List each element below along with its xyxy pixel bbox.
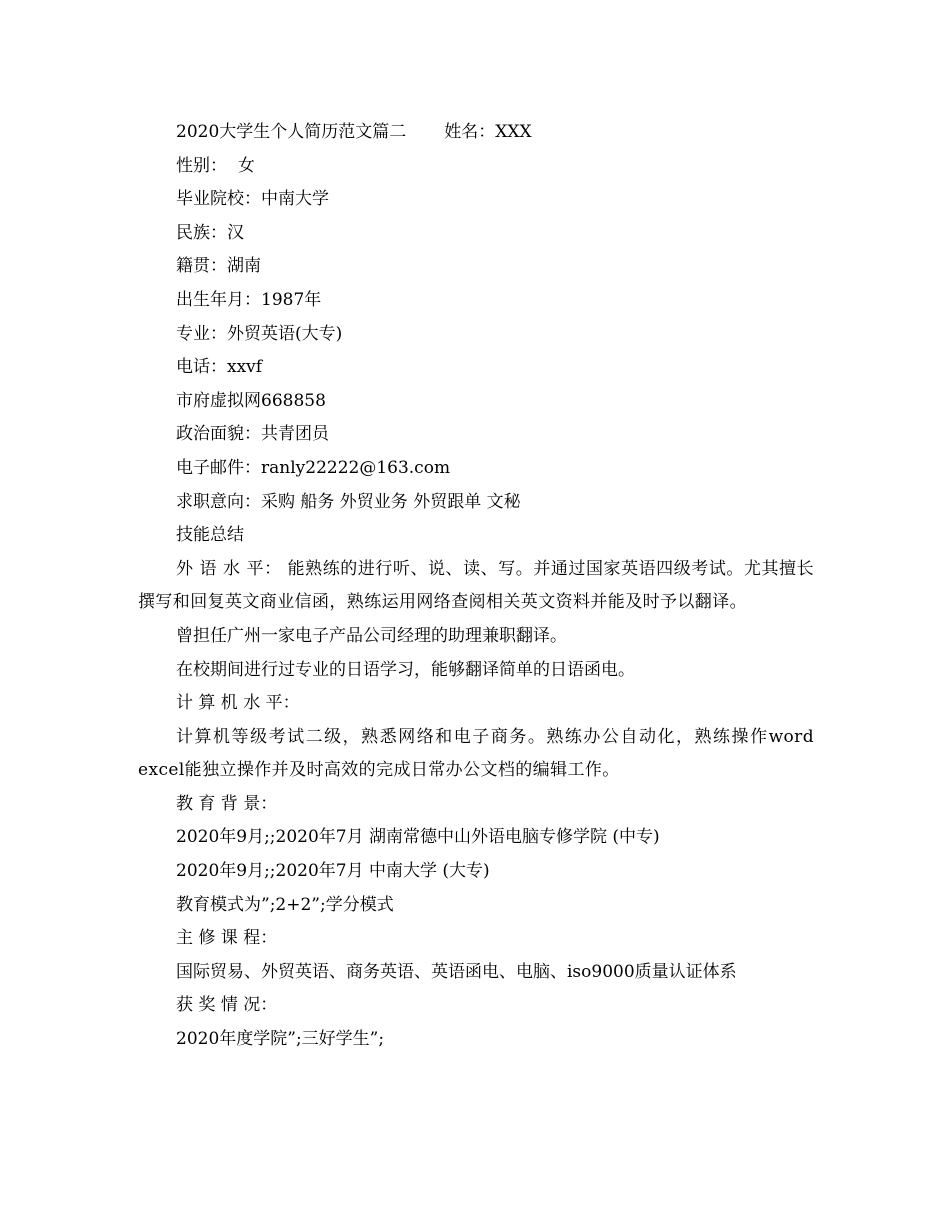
experience-line-1: 曾担任广州一家电子产品公司经理的助理兼职翻译。 [176, 625, 567, 646]
awards-heading: 获 奖 情 况： [176, 995, 278, 1016]
resume-title: 2020大学生个人简历范文篇二 [176, 122, 407, 142]
award-entry-1: 2020年度学院”;三好学生”; [176, 1029, 385, 1050]
education-mode: 教育模式为”;2+2”;学分模式 [176, 894, 394, 915]
phone-field: 电话：xxvf [176, 357, 263, 378]
foreign-language-paragraph: 外 语 水 平： 能熟练的进行听、说、读、写。并通过国家英语四级考试。尤其擅长撰写和回复英文商业信函，熟练运用网络查阅相关英文资料并能及时予以翻译。 [138, 558, 814, 613]
resume-body [138, 116, 814, 1057]
job-intent-field: 求职意向：采购 船务 外贸业务 外贸跟单 文秘 [176, 491, 521, 512]
hometown-field: 籍贯：湖南 [176, 256, 261, 277]
education-heading: 教 育 背 景： [176, 793, 278, 814]
name-field: 姓名：XXX [444, 122, 532, 142]
address-field: 市府虚拟网668858 [176, 390, 326, 411]
computer-paragraph: 计算机等级考试二级，熟悉网络和电子商务。熟练办公自动化，熟练操作word excel能独立操作并及时高效的完成日常办公文档的编辑工作。 [138, 726, 814, 781]
email-field: 电子邮件：ranly22222@163.com [176, 457, 451, 478]
school-field: 毕业院校：中南大学 [176, 189, 329, 210]
education-entry-1: 2020年9月;;2020年7月 湖南常德中山外语电脑专修学院 (中专) [176, 827, 660, 848]
courses-list: 国际贸易、外贸英语、商务英语、英语函电、电脑、iso9000质量认证体系 [176, 961, 737, 982]
major-field: 专业：外贸英语(大专) [176, 323, 343, 344]
education-entry-2: 2020年9月;;2020年7月 中南大学 (大专) [176, 861, 490, 882]
experience-line-2: 在校期间进行过专业的日语学习，能够翻译简单的日语函电。 [176, 659, 635, 680]
courses-heading: 主 修 课 程： [176, 928, 278, 949]
title-line [138, 116, 814, 150]
ethnicity-field: 民族：汉 [176, 222, 244, 243]
political-field: 政治面貌：共青团员 [176, 424, 329, 445]
gender-field: 性别： 女 [176, 155, 255, 176]
computer-heading: 计 算 机 水 平： [176, 693, 300, 714]
skills-heading: 技能总结 [176, 525, 244, 546]
birth-field: 出生年月：1987年 [176, 289, 322, 310]
